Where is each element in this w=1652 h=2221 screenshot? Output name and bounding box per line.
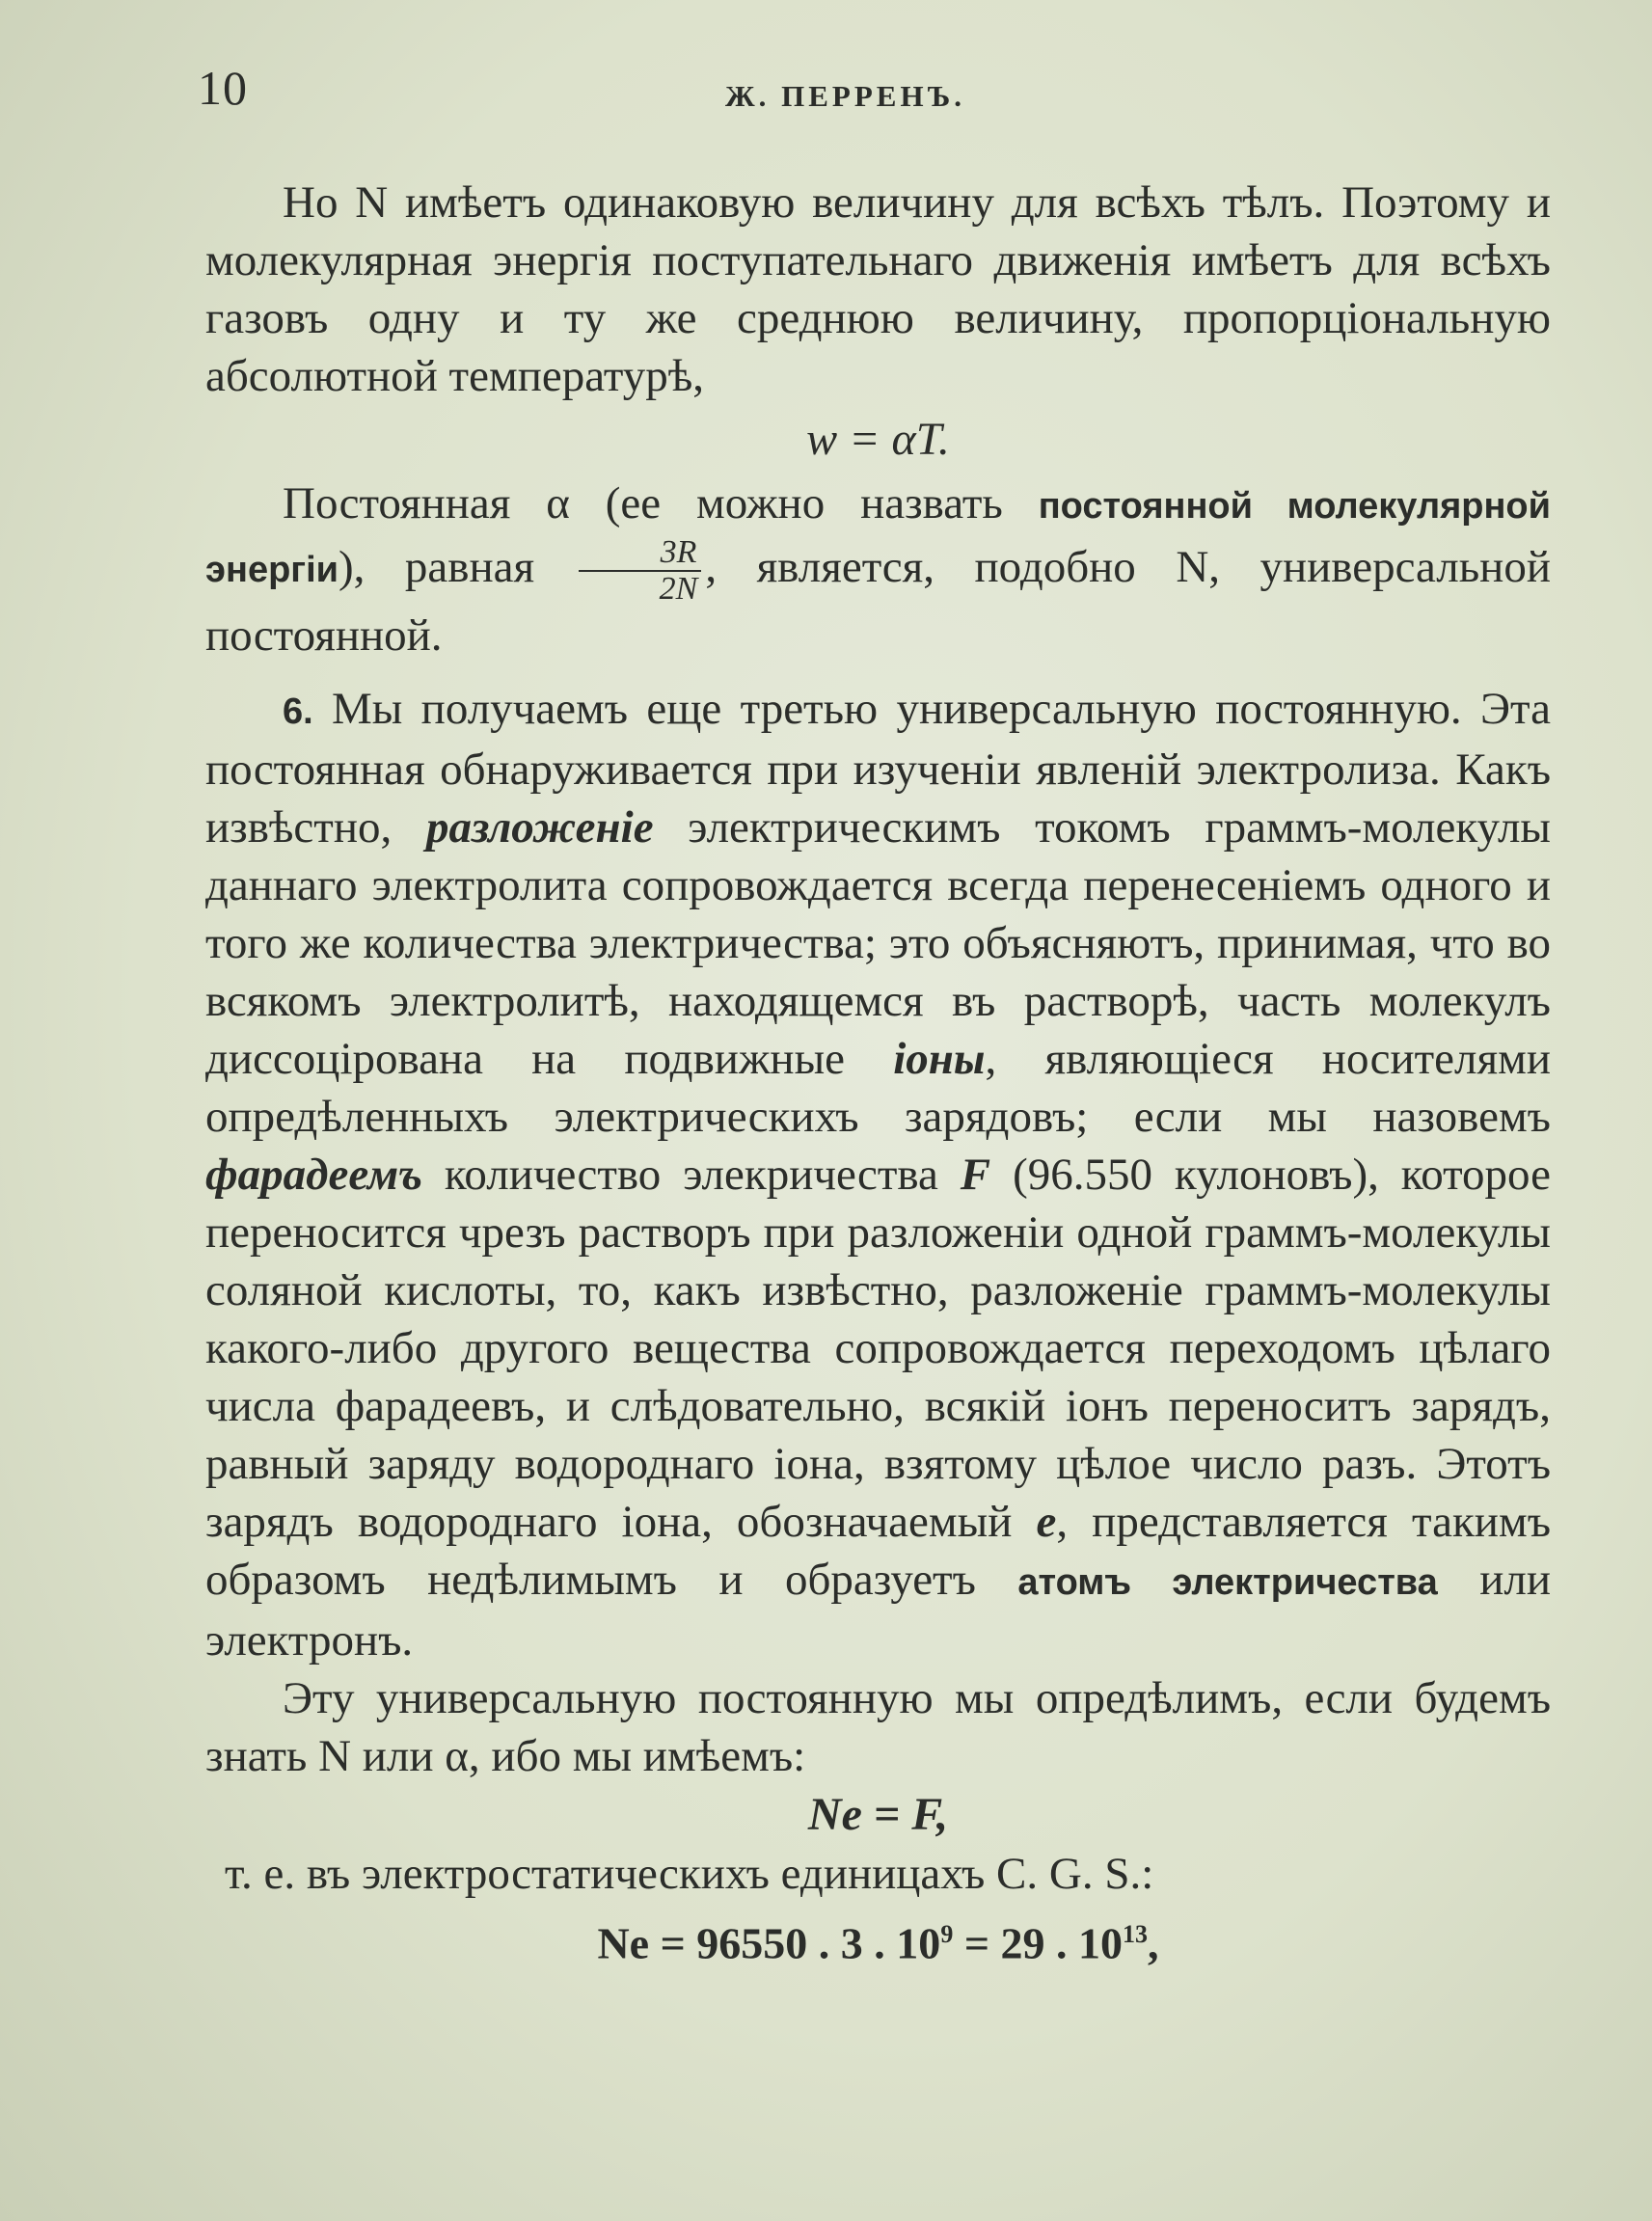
text-run: Мы получаемъ еще третью универсальную постоянную. Эта постоянная обнаруживается при изученіи явленій электролиза. Какъ извѣстно, [205, 684, 1551, 853]
text-run: , является, подобно N, универсальной постоянной. [205, 541, 1551, 661]
text-run: (96.550 кулоновъ), которое переносится чрезъ растворъ при разложеніи одной граммъ-молекулы соляной кислоты, то, какъ извѣстно, разложеніе граммъ-молекулы какого-либо другого вещества сопровождается переходомъ цѣлаго числа фарадеевъ, и слѣдовательно, всякій іонъ переноситъ зарядъ, равный заряду водороднаго іона, взятому цѣлое число разъ. Этотъ зарядъ водороднаго іона, обозначаемый [205, 1150, 1551, 1547]
page-body [205, 174, 1551, 1975]
fraction [579, 535, 702, 607]
text-run: электрическимъ токомъ граммъ-молекулы даннаго электролита сопровождается всегда перенесеніемъ одного и того же количества электричества; это объясняютъ, принимая, что во всякомъ электролитѣ, находящемся въ растворѣ, часть молекулъ диссоцірована на подвижные [205, 802, 1551, 1084]
fraction-numerator: 3R [579, 535, 702, 572]
formula-w-alpha-t: w = αT. [806, 414, 950, 465]
fraction-denominator: 2N [659, 571, 698, 607]
text-run: , представляется такимъ образомъ недѣлимымъ и образуетъ [205, 1497, 1552, 1605]
italic-term: разложеніе [425, 802, 654, 853]
formula-part: , [1148, 1918, 1159, 1968]
formula-ne-f: Ne = F, [807, 1789, 949, 1840]
exponent: 9 [940, 1920, 954, 1948]
text-run: количество элекричества [421, 1150, 961, 1200]
bold-term: постоянной молекулярной энергіи [205, 486, 1551, 590]
formula-ne-value [205, 1903, 1551, 1975]
page-number: 10 [198, 61, 248, 115]
exponent: 13 [1123, 1920, 1149, 1948]
paragraph-3 [205, 680, 1551, 1669]
text-run: или электронъ. [205, 1555, 1551, 1666]
formula-part: Ne = 96550 . 3 . 10 [597, 1918, 941, 1968]
paragraph-5: т. е. въ электростатическихъ единицахъ C. G. S.: [225, 1849, 1154, 1899]
paragraph-2 [205, 474, 1551, 664]
symbol-e: e [1036, 1497, 1057, 1547]
italic-term: іоны [893, 1034, 986, 1084]
symbol-F: F [960, 1150, 991, 1200]
text-run: Постоянная α (ее можно назвать [283, 478, 1039, 528]
section-number: 6. [283, 691, 313, 732]
formula-part: = 29 . 10 [953, 1918, 1124, 1968]
running-title: Ж. ПЕРРЕНЪ. [724, 79, 966, 113]
bold-term: атомъ электричества [1017, 1562, 1438, 1603]
text-run: ), равная [339, 541, 575, 592]
italic-term: фарадеемъ [205, 1150, 422, 1200]
paragraph-1: Но N имѣетъ одинаковую величину для всѣхъ тѣлъ. Поэтому и молекулярная энергія поступательнаго движенія имѣетъ для всѣхъ газовъ одну и ту же среднюю величину, пропорціональную абсолютной температурѣ, [205, 177, 1551, 401]
paragraph-4: Эту универсальную постоянную мы опредѣлимъ, если будемъ знать N или α, ибо мы имѣемъ: [205, 1673, 1551, 1781]
text-run: , являющіеся носителями опредѣленныхъ электрическихъ зарядовъ; если мы назовемъ [205, 1034, 1551, 1142]
